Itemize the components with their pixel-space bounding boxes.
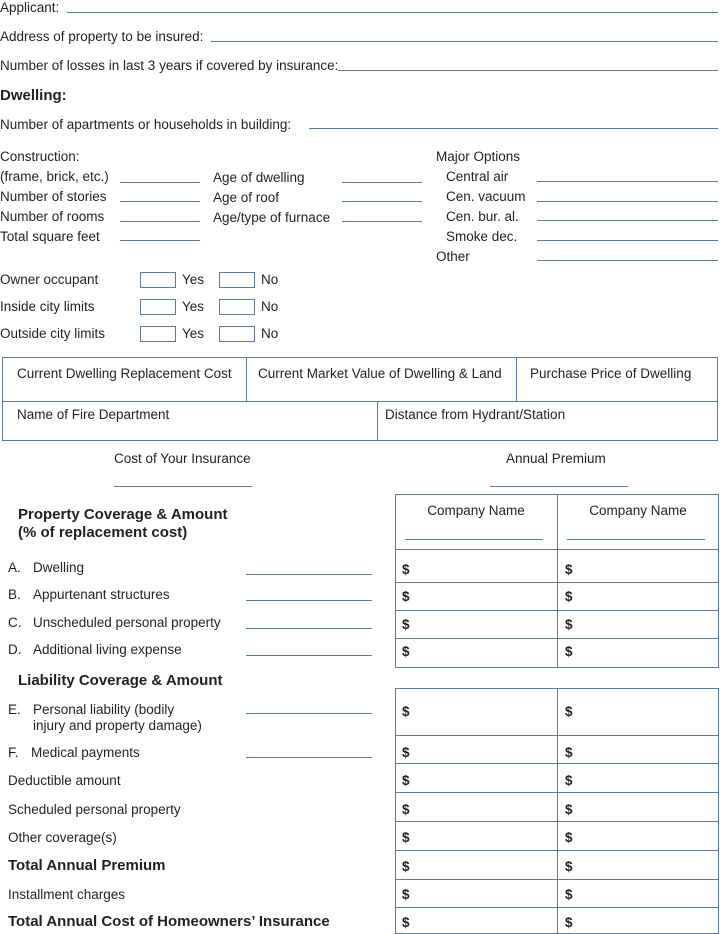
cost-of-insurance-label: Cost of Your Insurance <box>114 451 251 466</box>
losses-field[interactable] <box>338 70 718 71</box>
stories-label: Number of stories <box>0 189 107 204</box>
table-divider <box>395 879 719 880</box>
central-air-label: Central air <box>446 169 509 184</box>
dwelling-coverage-field[interactable] <box>246 574 372 575</box>
age-roof-field[interactable] <box>342 201 422 202</box>
replacement-cost-cell[interactable]: Current Dwelling Replacement Cost <box>17 366 232 381</box>
table-divider <box>395 735 719 736</box>
table-divider <box>395 638 719 639</box>
cen-vacuum-label: Cen. vacuum <box>446 189 526 204</box>
living-expense-field[interactable] <box>246 655 372 656</box>
yes-label: Yes <box>182 299 205 314</box>
inside-city-label: Inside city limits <box>0 299 95 314</box>
dollar-sign: $ <box>402 915 410 930</box>
table-divider <box>395 582 719 583</box>
central-air-field[interactable] <box>537 181 718 182</box>
apartments-label: Number of apartments or households in building: <box>0 117 292 132</box>
dollar-sign: $ <box>402 617 410 632</box>
address-label: Address of property to be insured: <box>0 29 204 44</box>
company-name-field-2[interactable] <box>567 539 705 540</box>
total-annual-premium-label: Total Annual Premium <box>8 857 166 874</box>
hydrant-distance-cell[interactable]: Distance from Hydrant/Station <box>385 407 566 422</box>
no-label: No <box>261 326 279 341</box>
dollar-sign: $ <box>565 887 573 902</box>
dollar-sign: $ <box>402 802 410 817</box>
applicant-field[interactable] <box>67 12 718 13</box>
table-divider <box>395 821 719 822</box>
outside-city-yes-checkbox[interactable] <box>140 326 176 342</box>
installment-charges-label: Installment charges <box>8 887 126 902</box>
personal-liability-label: Personal liability (bodily <box>33 702 175 717</box>
property-coverage-subheading: (% of replacement cost) <box>18 524 188 541</box>
dollar-sign: $ <box>402 830 410 845</box>
annual-premium-field[interactable] <box>490 486 628 487</box>
cen-vacuum-field[interactable] <box>537 201 718 202</box>
other-option-label: Other <box>436 249 470 264</box>
stories-field[interactable] <box>120 201 200 202</box>
total-annual-cost-label: Total Annual Cost of Homeowners’ Insurance <box>8 913 330 930</box>
appurtenant-field[interactable] <box>246 600 372 601</box>
table-divider <box>2 401 718 402</box>
unscheduled-property-label: Unscheduled personal property <box>33 615 221 630</box>
smoke-dec-label: Smoke dec. <box>446 229 518 244</box>
square-feet-label: Total square feet <box>0 229 100 244</box>
yes-label: Yes <box>182 326 205 341</box>
construction-type-label: (frame, brick, etc.) <box>0 169 109 184</box>
table-divider <box>395 610 719 611</box>
item-letter: D. <box>8 642 22 657</box>
rooms-field[interactable] <box>120 221 200 222</box>
cost-of-insurance-field[interactable] <box>114 486 252 487</box>
market-value-cell[interactable]: Current Market Value of Dwelling & Land <box>258 366 502 381</box>
liability-coverage-heading: Liability Coverage & Amount <box>18 672 223 689</box>
smoke-dec-field[interactable] <box>537 240 718 241</box>
furnace-label: Age/type of furnace <box>213 210 331 225</box>
table-divider <box>246 357 247 401</box>
company-name-field-1[interactable] <box>405 539 543 540</box>
no-label: No <box>261 272 279 287</box>
age-dwelling-label: Age of dwelling <box>213 170 305 185</box>
dollar-sign: $ <box>565 745 573 760</box>
dollar-sign: $ <box>565 773 573 788</box>
furnace-field[interactable] <box>342 221 422 222</box>
square-feet-field[interactable] <box>120 240 200 241</box>
appurtenant-label: Appurtenant structures <box>33 587 170 602</box>
medical-payments-label: Medical payments <box>31 745 140 760</box>
rooms-label: Number of rooms <box>0 209 105 224</box>
scheduled-property-label: Scheduled personal property <box>8 802 181 817</box>
construction-type-field[interactable] <box>120 182 200 183</box>
inside-city-no-checkbox[interactable] <box>219 299 255 315</box>
dollar-sign: $ <box>402 589 410 604</box>
dollar-sign: $ <box>402 887 410 902</box>
living-expense-label: Additional living expense <box>33 642 182 657</box>
table-divider <box>395 850 719 851</box>
dollar-sign: $ <box>402 562 410 577</box>
annual-premium-label: Annual Premium <box>506 451 606 466</box>
purchase-price-cell[interactable]: Purchase Price of Dwelling <box>530 366 692 381</box>
fire-department-cell[interactable]: Name of Fire Department <box>17 407 170 422</box>
table-divider <box>377 401 378 441</box>
dwelling-coverage-label: Dwelling <box>33 560 85 575</box>
age-dwelling-field[interactable] <box>342 182 422 183</box>
company-name-header-2: Company Name <box>589 503 687 518</box>
outside-city-no-checkbox[interactable] <box>219 326 255 342</box>
no-label: No <box>261 299 279 314</box>
item-letter: C. <box>8 615 22 630</box>
deductible-label: Deductible amount <box>8 773 121 788</box>
owner-occupant-yes-checkbox[interactable] <box>140 272 176 288</box>
table-divider <box>395 763 719 764</box>
item-letter: A. <box>8 560 21 575</box>
dollar-sign: $ <box>402 859 410 874</box>
losses-label: Number of losses in last 3 years if covered by insurance: <box>0 58 339 73</box>
personal-liability-field[interactable] <box>246 713 372 714</box>
dollar-sign: $ <box>565 859 573 874</box>
outside-city-label: Outside city limits <box>0 326 106 341</box>
applicant-label: Applicant: <box>0 0 60 15</box>
dollar-sign: $ <box>402 644 410 659</box>
owner-occupant-no-checkbox[interactable] <box>219 272 255 288</box>
yes-label: Yes <box>182 272 205 287</box>
medical-payments-field[interactable] <box>246 757 372 758</box>
inside-city-yes-checkbox[interactable] <box>140 299 176 315</box>
major-options-heading: Major Options <box>436 149 521 164</box>
table-divider <box>395 907 719 908</box>
dollar-sign: $ <box>565 802 573 817</box>
cen-bur-al-label: Cen. bur. al. <box>446 209 519 224</box>
other-option-field[interactable] <box>537 260 718 261</box>
item-letter: B. <box>8 587 21 602</box>
dollar-sign: $ <box>565 830 573 845</box>
table-divider <box>395 792 719 793</box>
other-coverage-label: Other coverage(s) <box>8 830 117 845</box>
item-letter: E. <box>8 702 21 717</box>
dollar-sign: $ <box>565 562 573 577</box>
personal-liability-label-cont: injury and property damage) <box>33 718 202 733</box>
table-divider <box>395 549 719 550</box>
age-roof-label: Age of roof <box>213 190 280 205</box>
dollar-sign: $ <box>565 617 573 632</box>
company-name-header-1: Company Name <box>427 503 525 518</box>
item-letter: F. <box>8 745 19 760</box>
table-divider <box>557 688 558 934</box>
dollar-sign: $ <box>565 644 573 659</box>
property-coverage-heading: Property Coverage & Amount <box>18 506 228 523</box>
address-field[interactable] <box>211 41 718 42</box>
dwelling-heading: Dwelling: <box>0 87 67 104</box>
owner-occupant-label: Owner occupant <box>0 272 99 287</box>
table-divider <box>557 494 558 668</box>
unscheduled-property-field[interactable] <box>246 628 372 629</box>
dollar-sign: $ <box>402 704 410 719</box>
dollar-sign: $ <box>402 773 410 788</box>
dollar-sign: $ <box>565 704 573 719</box>
apartments-field[interactable] <box>309 128 718 129</box>
table-divider <box>516 357 517 401</box>
dollar-sign: $ <box>565 589 573 604</box>
dollar-sign: $ <box>402 745 410 760</box>
construction-label: Construction: <box>0 149 80 164</box>
dollar-sign: $ <box>565 915 573 930</box>
cen-bur-al-field[interactable] <box>537 220 718 221</box>
